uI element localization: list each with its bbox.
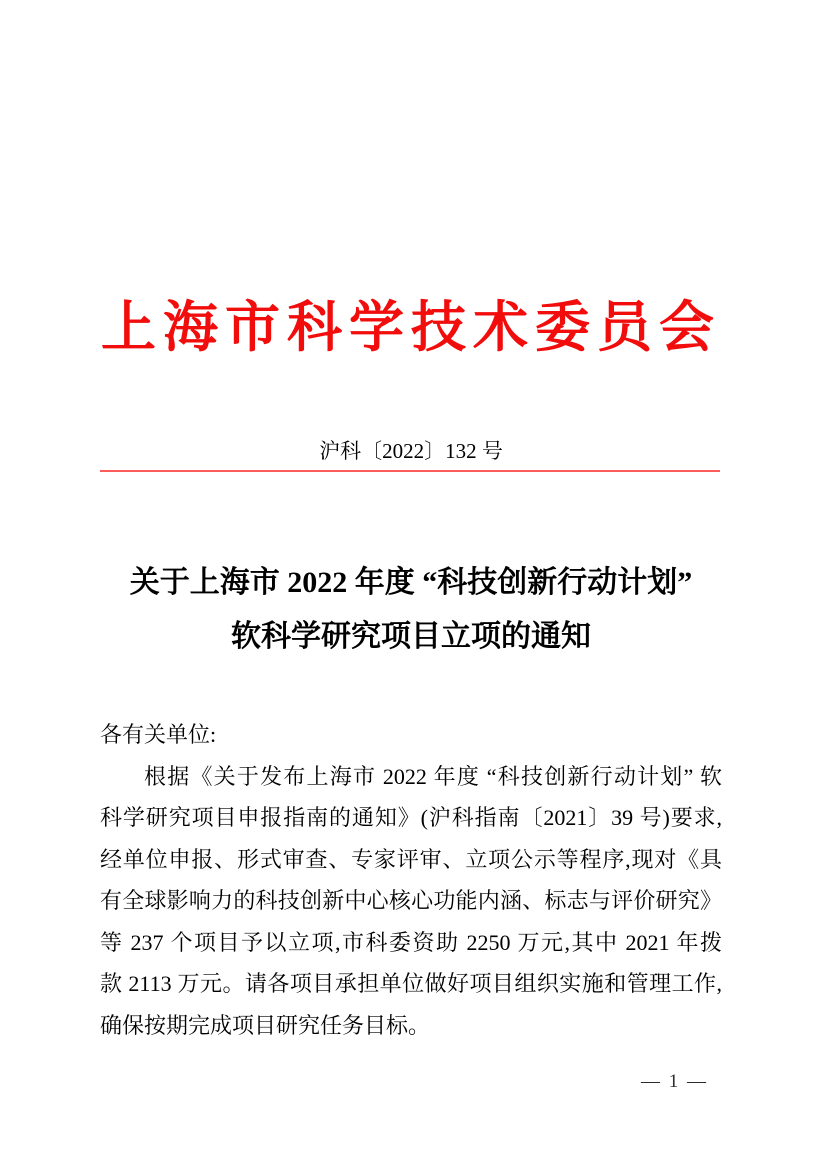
body-line: 经单位申报、形式审查、专家评审、立项公示等程序,现对《具 (100, 846, 722, 872)
salutation-line: 各有关单位: (100, 722, 217, 747)
notice-title-line1: 关于上海市 2022 年度 “科技创新行动计划” (129, 566, 693, 599)
red-divider-line (100, 470, 720, 472)
body-line: 科学研究项目申报指南的通知》(沪科指南〔2021〕39 号)要求, (100, 805, 722, 830)
page-number: — 1 — (641, 1071, 708, 1092)
notice-title (100, 556, 722, 664)
body-text (100, 714, 722, 1046)
body-line: 有全球影响力的科技创新中心核心功能内涵、标志与评价研究》 (100, 888, 722, 913)
doc-number: 沪科〔2022〕132 号 (319, 439, 503, 463)
body-line: 根据《关于发布上海市 2022 年度 “科技创新行动计划” 软 (144, 763, 722, 789)
org-title: 上海市科学技术委员会 (100, 297, 721, 358)
body-line: 确保按期完成项目研究任务目标。 (100, 1012, 431, 1038)
body-line: 款 2113 万元。请各项目承担单位做好项目组织实施和管理工作, (100, 971, 722, 996)
notice-title-line2: 软科学研究项目立项的通知 (231, 620, 591, 653)
body-line: 等 237 个项目予以立项,市科委资助 2250 万元,其中 2021 年拨 (100, 929, 722, 955)
